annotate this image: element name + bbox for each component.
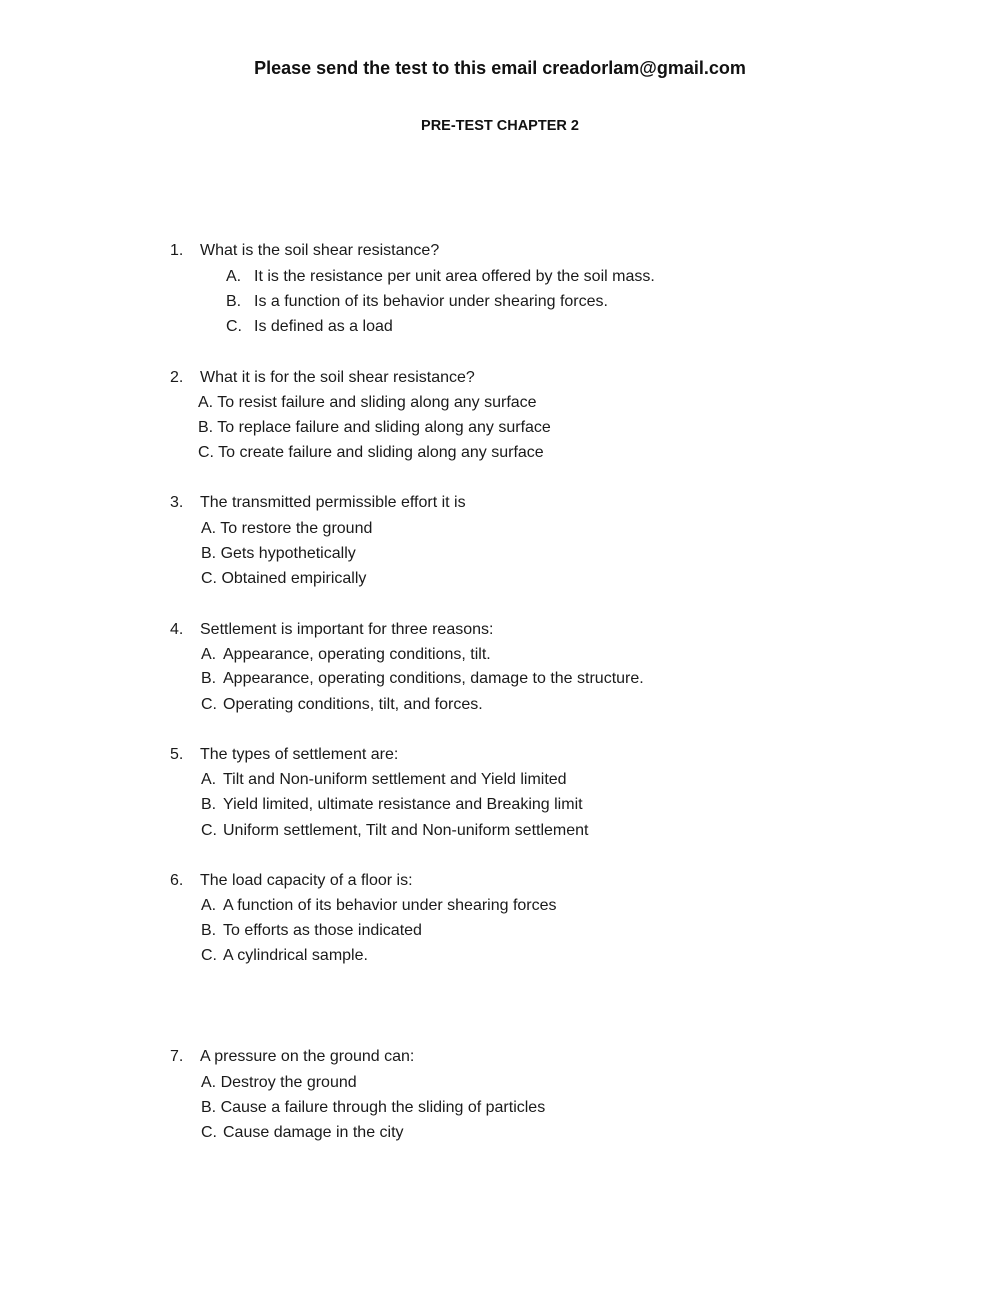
option-text: A. To resist failure and sliding along any surface	[198, 394, 537, 411]
question-text: What is the soil shear resistance?	[200, 242, 440, 259]
option-letter: C.	[201, 1124, 217, 1141]
option-text: To efforts as those indicated	[223, 922, 422, 939]
email-instruction-header: Please send the test to this email creadorlam@gmail.com	[254, 58, 746, 78]
option-text: It is the resistance per unit area offered by the soil mass.	[254, 268, 655, 285]
option-letter: A.	[201, 771, 217, 788]
option-text: Operating conditions, tilt, and forces.	[223, 696, 483, 713]
option-text: B. To replace failure and sliding along any surface	[198, 419, 551, 436]
option-text: Is defined as a load	[254, 318, 393, 335]
option-text: Yield limited, ultimate resistance and Breaking limit	[223, 796, 583, 813]
question-text: A pressure on the ground can:	[200, 1048, 415, 1065]
option-text: Appearance, operating conditions, tilt.	[223, 646, 491, 663]
option-letter: A.	[226, 268, 242, 285]
option-text: A cylindrical sample.	[223, 947, 368, 964]
option-text: Is a function of its behavior under shearing forces.	[254, 293, 608, 310]
question-text: The load capacity of a floor is:	[200, 872, 413, 889]
option-text: Tilt and Non-uniform settlement and Yield limited	[223, 771, 567, 788]
question-number: 5.	[170, 746, 184, 763]
option-text: Uniform settlement, Tilt and Non-uniform settlement	[223, 822, 589, 839]
option-letter: B.	[201, 796, 217, 813]
option-text: Cause damage in the city	[223, 1124, 404, 1141]
question-number: 1.	[170, 242, 184, 259]
option-letter: B.	[226, 293, 242, 310]
question-number: 3.	[170, 494, 184, 511]
option-text: Appearance, operating conditions, damage to the structure.	[223, 670, 644, 687]
option-letter: C.	[201, 822, 217, 839]
page-title: PRE-TEST CHAPTER 2	[421, 118, 579, 134]
question-number: 7.	[170, 1048, 184, 1065]
question-text: The transmitted permissible effort it is	[200, 494, 466, 511]
option-letter: C.	[201, 696, 217, 713]
option-letter: A.	[201, 897, 217, 914]
option-text: A. To restore the ground	[201, 520, 373, 537]
option-text: A. Destroy the ground	[201, 1074, 357, 1091]
option-letter: B.	[201, 670, 217, 687]
option-text: C. Obtained empirically	[201, 570, 367, 587]
question-text: Settlement is important for three reasons:	[200, 621, 494, 638]
question-text: What it is for the soil shear resistance?	[200, 369, 475, 386]
question-text: The types of settlement are:	[200, 746, 399, 763]
option-text: B. Cause a failure through the sliding of particles	[201, 1099, 546, 1116]
question-number: 4.	[170, 621, 184, 638]
question-number: 6.	[170, 872, 184, 889]
option-text: C. To create failure and sliding along any surface	[198, 444, 544, 461]
option-text: B. Gets hypothetically	[201, 545, 356, 562]
option-letter: A.	[201, 646, 217, 663]
option-text: A function of its behavior under shearing forces	[223, 897, 557, 914]
option-letter: C.	[226, 318, 242, 335]
option-letter: C.	[201, 947, 217, 964]
question-number: 2.	[170, 369, 184, 386]
option-letter: B.	[201, 922, 217, 939]
